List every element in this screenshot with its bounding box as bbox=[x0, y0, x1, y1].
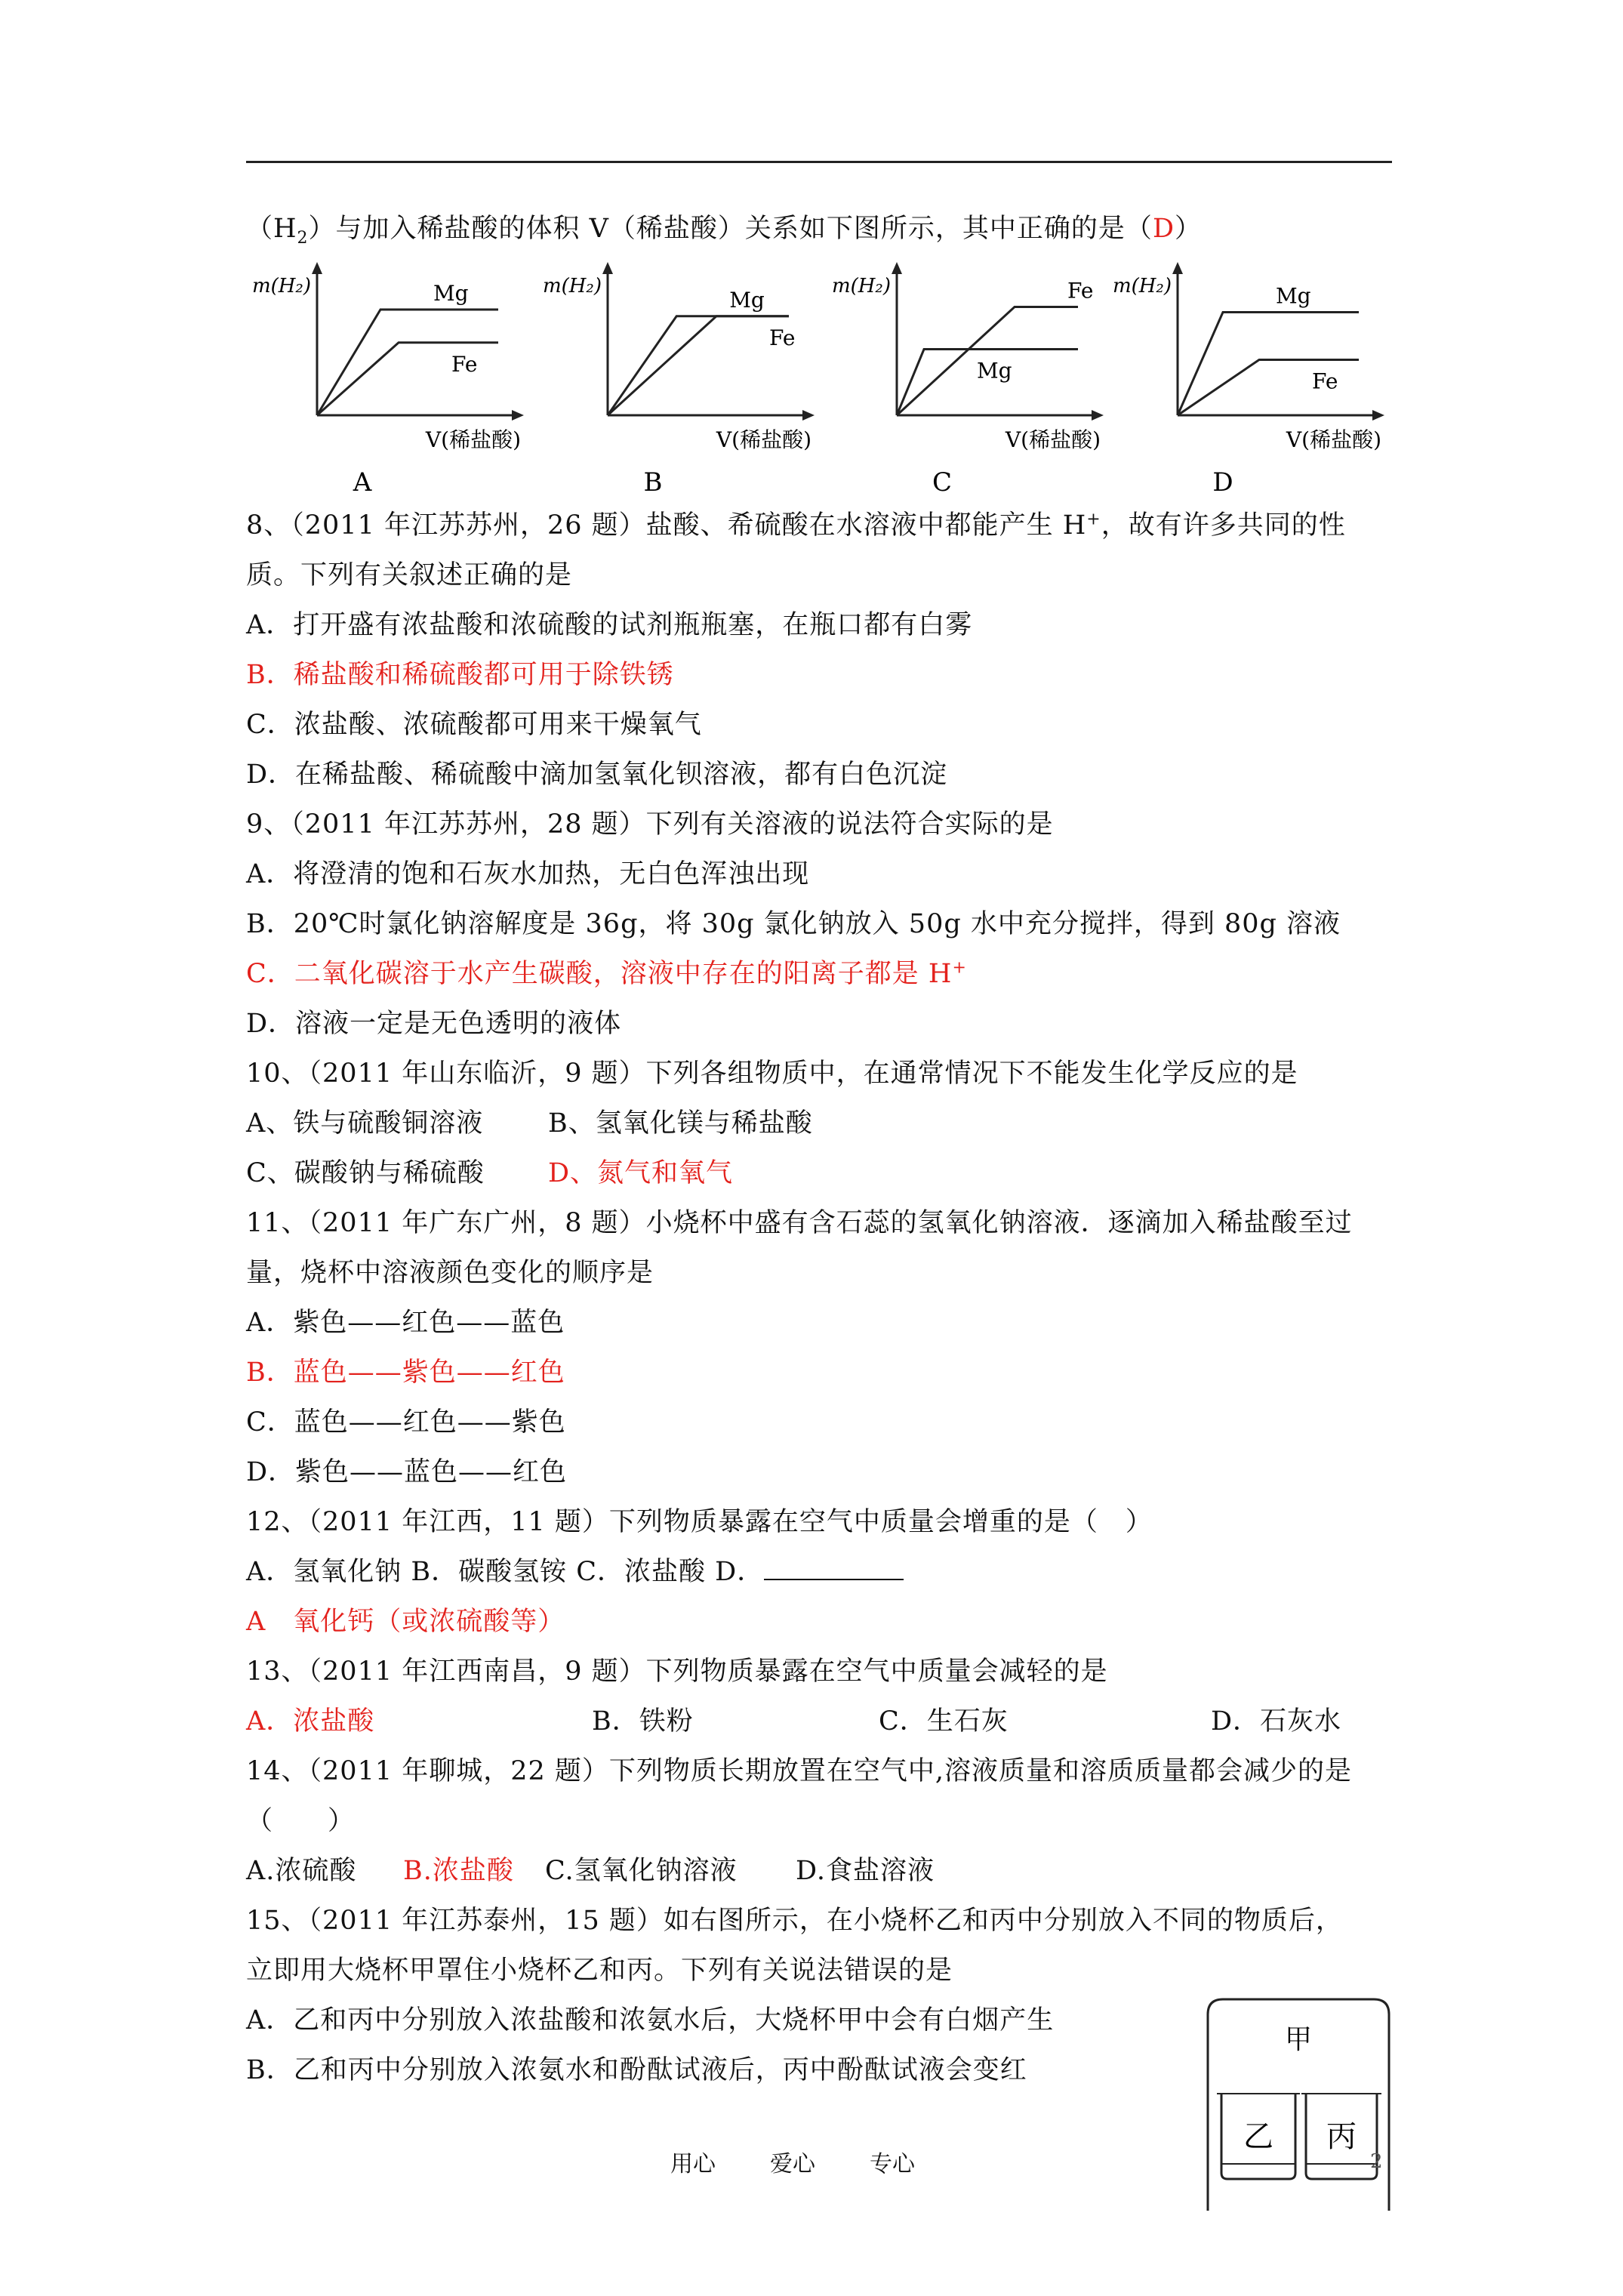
x-arrow bbox=[1372, 410, 1384, 421]
q15-stem-1: 15、（2011 年江苏泰州，15 题）如右图所示，在小烧杯乙和丙中分别放入不同的物质后， bbox=[246, 1906, 1343, 1936]
q8-stem-text: 8、（2011 年江苏苏州，26 题）盐酸、希硫酸在水溶液中都能产生 H bbox=[246, 510, 1087, 541]
beaker-svg bbox=[1200, 1984, 1397, 2211]
panel-label: C bbox=[932, 467, 953, 498]
q13-option-a: A．浓盐酸 bbox=[246, 1706, 375, 1737]
series-label-fe: Fe bbox=[1312, 368, 1338, 394]
chart-d bbox=[1102, 257, 1389, 501]
q13-option-d: D．石灰水 bbox=[1211, 1706, 1342, 1737]
label-bing: 丙 bbox=[1326, 2119, 1357, 2154]
q8-option-c: C．浓盐酸、浓硫酸都可用来干燥氧气 bbox=[246, 710, 702, 740]
series-label-fe: Fe bbox=[769, 325, 796, 350]
q8-stem-post: ，故有许多共同的性 bbox=[1101, 510, 1346, 541]
label-jia: 甲 bbox=[1284, 2024, 1313, 2055]
q7-answer: D bbox=[1152, 214, 1175, 244]
q11-option-c: C．蓝色——红色——紫色 bbox=[246, 1407, 566, 1438]
q13-option-c: C．生石灰 bbox=[879, 1706, 1009, 1737]
q9-option-c bbox=[246, 959, 967, 989]
y-arrow bbox=[312, 262, 322, 274]
label-yi: 乙 bbox=[1243, 2119, 1273, 2154]
q15-option-b: B．乙和丙中分别放入浓氨水和酚酞试液后，丙中酚酞试液会变红 bbox=[246, 2055, 1027, 2085]
q9-option-d: D．溶液一定是无色透明的液体 bbox=[246, 1009, 622, 1039]
q12-options bbox=[246, 1557, 904, 1587]
x-arrow bbox=[512, 410, 524, 421]
q14-option-c: C.氢氧化钠溶液 bbox=[545, 1856, 738, 1886]
q10-option-a: A、铁与硫酸铜溶液 bbox=[246, 1108, 484, 1139]
q14-option-b: B.浓盐酸 bbox=[403, 1856, 514, 1886]
q14-stem-1: 14、（2011 年聊城，22 题）下列物质长期放置在空气中,溶液质量和溶质质量都会减少的是 bbox=[246, 1756, 1353, 1786]
series-label-mg: Mg bbox=[729, 287, 765, 313]
series-label-mg: Mg bbox=[433, 281, 469, 306]
series-label-mg: Mg bbox=[977, 358, 1012, 384]
beaker-figure bbox=[1200, 1984, 1397, 2211]
q12-stem: 12、（2011 年江西，11 题）下列物质暴露在空气中质量会增重的是（ ） bbox=[246, 1507, 1153, 1537]
q7-charts bbox=[242, 257, 1419, 498]
chart-svg-c bbox=[821, 257, 1108, 498]
panel-label: A bbox=[353, 467, 372, 498]
q7-text-mid: ）与加入稀盐酸的体积 V（稀盐酸）关系如下图所示，其中正确的是（ bbox=[308, 214, 1153, 244]
y-arrow bbox=[1172, 262, 1183, 274]
q11-stem-1: 11、（2011 年广东广州，8 题）小烧杯中盛有含石蕊的氢氧化钠溶液．逐滴加入稀盐酸至过 bbox=[246, 1208, 1353, 1238]
q8-stem-2: 质。下列有关叙述正确的是 bbox=[246, 560, 573, 590]
q13-option-b: B．铁粉 bbox=[592, 1706, 694, 1737]
q14-stem-2: （ ） bbox=[246, 1806, 356, 1836]
x-axis-label: V(稀盐酸) bbox=[1286, 427, 1381, 452]
series-label-fe: Fe bbox=[1067, 278, 1094, 304]
series-label-fe: Fe bbox=[451, 351, 478, 377]
q9-option-b: B．20℃时氯化钠溶解度是 36g，将 30g 氯化钠放入 50g 水中充分搅拌，得到 80g 溶液 bbox=[246, 909, 1341, 939]
q12-options-text: A．氢氧化钠 B．碳酸氢铵 C．浓盐酸 D． bbox=[246, 1557, 765, 1587]
q11-option-b: B．蓝色——紫色——红色 bbox=[246, 1358, 565, 1388]
footer-text-2: 爱心 bbox=[770, 2151, 815, 2177]
q11-stem-2: 量，烧杯中溶液颜色变化的顺序是 bbox=[246, 1258, 654, 1288]
footer-text-1: 用心 bbox=[670, 2151, 716, 2177]
series-label-mg: Mg bbox=[1276, 283, 1311, 309]
q9-option-c-text: C．二氧化碳溶于水产生碳酸，溶液中存在的阳离子都是 H bbox=[246, 959, 953, 989]
page-number: 2 bbox=[1370, 2150, 1383, 2173]
series-line-mg bbox=[1178, 313, 1359, 416]
q12-answer: A 氧化钙（或浓硫酸等） bbox=[246, 1607, 565, 1637]
header-rule bbox=[246, 161, 1392, 163]
y-arrow bbox=[892, 262, 902, 274]
q8-stem-1 bbox=[246, 510, 1346, 541]
q10-option-b: B、氢氧化镁与稀盐酸 bbox=[548, 1108, 813, 1139]
q15-stem-2: 立即用大烧杯甲罩住小烧杯乙和丙。下列有关说法错误的是 bbox=[246, 1955, 953, 1986]
y-axis-label: m(H₂) bbox=[831, 275, 891, 297]
q10-option-c: C、碳酸钠与稀硫酸 bbox=[246, 1158, 485, 1188]
q10-stem: 10、（2011 年山东临沂，9 题）下列各组物质中，在通常情况下不能发生化学反应的是 bbox=[246, 1059, 1298, 1089]
chart-c bbox=[821, 257, 1108, 501]
footer-text-3: 专心 bbox=[870, 2151, 915, 2177]
chart-a bbox=[242, 257, 528, 501]
x-arrow bbox=[802, 410, 815, 421]
q7-text-post: ） bbox=[1175, 214, 1203, 244]
chart-b bbox=[532, 257, 819, 501]
q8-option-a: A．打开盛有浓盐酸和浓硫酸的试剂瓶瓶塞，在瓶口都有白雾 bbox=[246, 610, 973, 640]
panel-label: B bbox=[643, 467, 663, 498]
y-arrow bbox=[602, 262, 613, 274]
q13-stem: 13、（2011 年江西南昌，9 题）下列物质暴露在空气中质量会减轻的是 bbox=[246, 1657, 1108, 1687]
series-line-fe bbox=[608, 316, 789, 415]
q8-option-b: B．稀盐酸和稀硫酸都可用于除铁锈 bbox=[246, 660, 674, 690]
q7-sub: 2 bbox=[297, 229, 309, 248]
q11-option-d: D．紫色——蓝色——红色 bbox=[246, 1457, 568, 1487]
chart-svg-d bbox=[1102, 257, 1389, 498]
q7-text-pre: （H bbox=[246, 214, 297, 244]
q7-line bbox=[246, 214, 1203, 248]
x-axis-label: V(稀盐酸) bbox=[716, 427, 812, 452]
y-axis-label: m(H₂) bbox=[251, 275, 311, 297]
chart-svg-b bbox=[532, 257, 819, 498]
x-axis-label: V(稀盐酸) bbox=[1005, 427, 1101, 452]
q10-option-d: D、氮气和氧气 bbox=[548, 1158, 734, 1188]
series-line-mg bbox=[608, 316, 789, 415]
q14-option-d: D.食盐溶液 bbox=[796, 1856, 935, 1886]
panel-label: D bbox=[1212, 467, 1233, 498]
q8-option-d: D．在稀盐酸、稀硫酸中滴加氢氧化钡溶液，都有白色沉淀 bbox=[246, 760, 948, 790]
q8-sup: + bbox=[1086, 510, 1101, 529]
chart-svg-a bbox=[242, 257, 528, 498]
q11-option-a: A．紫色——红色——蓝色 bbox=[246, 1308, 565, 1338]
x-axis-label: V(稀盐酸) bbox=[425, 427, 521, 452]
y-axis-label: m(H₂) bbox=[542, 275, 602, 297]
q12-blank bbox=[764, 1558, 904, 1580]
q14-option-a: A.浓硫酸 bbox=[246, 1856, 357, 1886]
q15-option-a: A．乙和丙中分别放入浓盐酸和浓氨水后，大烧杯甲中会有白烟产生 bbox=[246, 2005, 1055, 2036]
y-axis-label: m(H₂) bbox=[1112, 275, 1172, 297]
q9-stem: 9、（2011 年江苏苏州，28 题）下列有关溶液的说法符合实际的是 bbox=[246, 809, 1054, 840]
q9-sup: + bbox=[952, 958, 967, 978]
q9-option-a: A．将澄清的饱和石灰水加热，无白色浑浊出现 bbox=[246, 859, 810, 889]
